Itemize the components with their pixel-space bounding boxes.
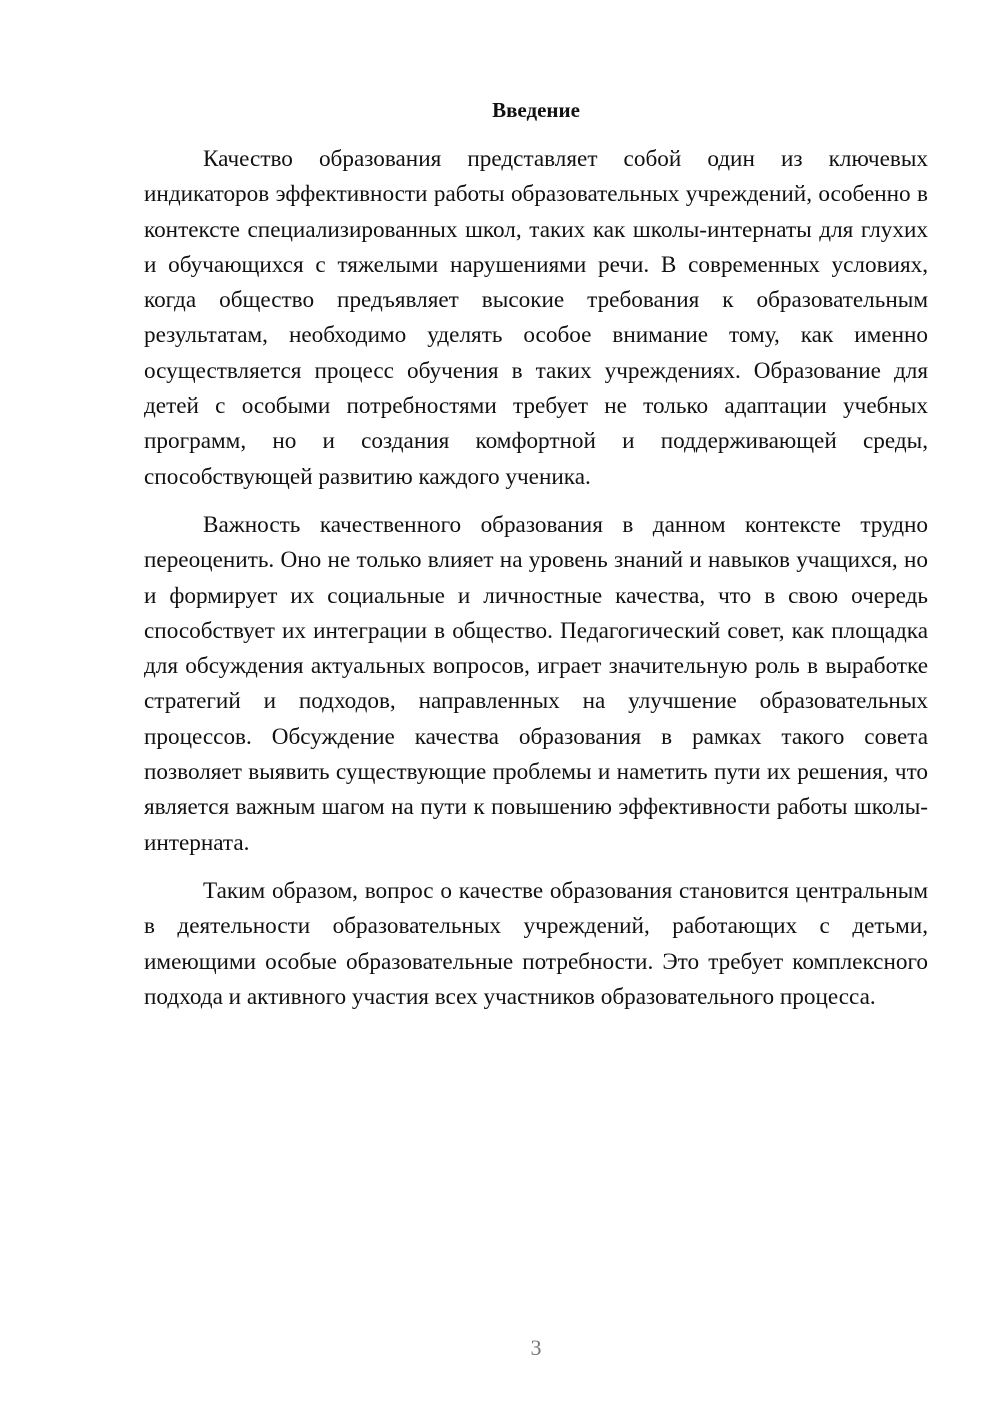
paragraph: Таким образом, вопрос о качестве образования становится центральным в деятельности образовательных учреждений, работающих с детьми, имеющими особые образовательные потребности. Это требует комплексного подхода и активного участия всех участников образовательного процесса. <box>144 877 928 1010</box>
paragraph: Важность качественного образования в данном контексте трудно переоценить. Оно не только влияет на уровень знаний и навыков учащихся, но и формирует их социальные и личностные качества, что в свою очередь способствует их интеграции в общество. Педагогический совет, как площадка для обсуждения актуальных вопросов, играет значительную роль в выработке стратегий и подходов, направленных на улучшение образовательных процессов. Обсуждение качества образования в рамках такого совета позволяет выявить существующие проблемы и наметить пути их решения, что является важным шагом на пути к повышению эффективности работы школы-интерната. <box>144 511 928 856</box>
body-text <box>144 142 928 1015</box>
page-title: Введение <box>492 98 580 122</box>
paragraph: Качество образования представляет собой один из ключевых индикаторов эффективности работы образовательных учреждений, особенно в контексте специализированных школ, таких как школы-интернаты для глухих и обучающихся с тяжелыми нарушениями речи. В современных условиях, когда общество предъявляет высокие требования к образовательным результатам, необходимо уделять особое внимание тому, как именно осуществляется процесс обучения в таких учреждениях. Образование для детей с особыми потребностями требует не только адаптации учебных программ, но и создания комфортной и поддерживающей среды, способствующей развитию каждого ученика. <box>144 146 928 490</box>
page-number: 3 <box>530 1335 542 1360</box>
